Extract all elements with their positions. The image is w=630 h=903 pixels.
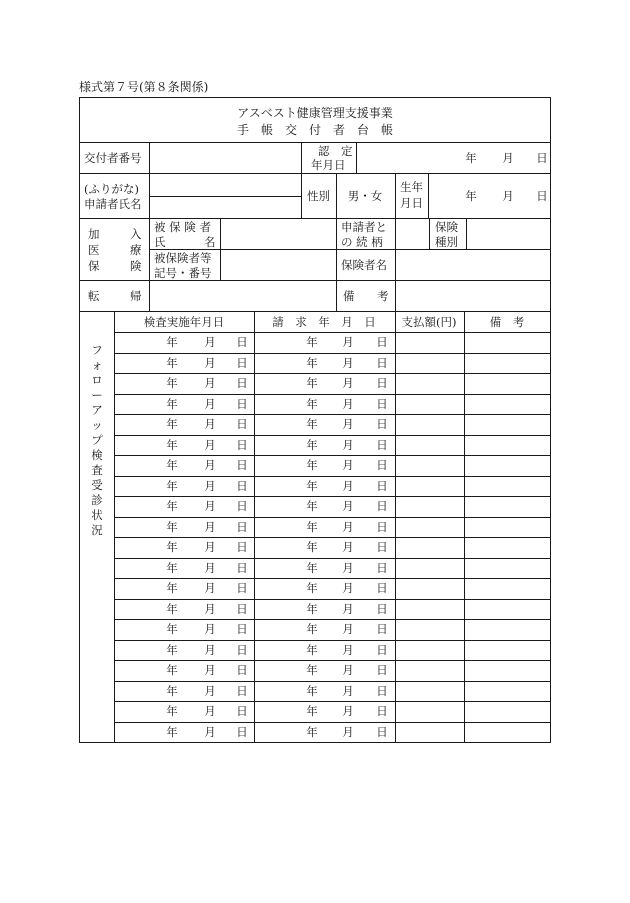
claim-day-unit: 日 [376, 417, 388, 431]
claim-year-unit: 年 [306, 581, 318, 595]
exam-month-unit: 月 [204, 683, 216, 698]
divider-relation-value [395, 218, 396, 249]
claim-day-unit: 日 [376, 335, 388, 349]
divider-insurer-name [395, 249, 396, 280]
exam-month-unit: 月 [204, 396, 216, 411]
exam-month-unit: 月 [204, 663, 216, 677]
followup-row [80, 455, 550, 475]
followup-row-rule [114, 435, 550, 436]
exam-day-unit: 日 [236, 458, 248, 472]
exam-year-unit: 年 [166, 724, 178, 739]
claim-year-unit: 年 [306, 704, 318, 718]
gender-options: 男・女 [347, 189, 383, 203]
insurance-group-label-3b: 険 [130, 259, 142, 273]
claim-month-unit: 月 [342, 478, 354, 493]
claim-month-unit: 月 [342, 704, 354, 718]
exam-year-unit: 年 [166, 601, 178, 616]
exam-month-unit: 月 [204, 601, 216, 616]
divider-issue-cert [301, 142, 302, 218]
claim-day-unit: 日 [376, 581, 388, 595]
followup-section-label: フ ォ ロ ー ア ッ プ 検 査 受 診 状 況 [91, 343, 103, 537]
followup-row-rule [114, 722, 550, 723]
transfer-label-b: 帰 [130, 289, 142, 303]
insured-person-label-2a: 氏 [154, 235, 166, 249]
exam-month-unit: 月 [204, 355, 216, 370]
exam-month-unit: 月 [204, 499, 216, 513]
exam-day-unit: 日 [236, 724, 248, 739]
asbestos-handbook-ledger-form [79, 97, 551, 743]
followup-row [80, 578, 550, 598]
claim-month-unit: 月 [342, 642, 354, 657]
divider-insured-label [220, 218, 221, 280]
followup-row [80, 476, 550, 496]
claim-year-unit: 年 [306, 601, 318, 616]
followup-row-rule [114, 537, 550, 538]
divider-transfer-remarks [395, 280, 396, 311]
followup-row [80, 681, 550, 701]
rule-below-insurance [80, 280, 550, 281]
claim-day-unit: 日 [376, 396, 388, 411]
furigana-label: (ふりがな) [84, 182, 139, 196]
exam-day-unit: 日 [236, 437, 248, 452]
claim-month-unit: 月 [342, 458, 354, 472]
exam-day-unit: 日 [236, 396, 248, 411]
claim-day-unit: 日 [376, 601, 388, 616]
followup-row [80, 619, 550, 639]
claim-day-unit: 日 [376, 540, 388, 554]
exam-year-unit: 年 [166, 335, 178, 349]
exam-day-unit: 日 [236, 376, 248, 390]
followup-row [80, 701, 550, 721]
exam-day-unit: 日 [236, 417, 248, 431]
form-title-line-1: アスベスト健康管理支援事業 [237, 106, 393, 120]
claim-day-unit: 日 [376, 724, 388, 739]
rule-furigana-divider [149, 196, 301, 197]
exam-day-unit: 日 [236, 683, 248, 698]
form-title-line-2: 手 帳 交 付 者 台 帳 [236, 123, 393, 137]
followup-row-rule [114, 373, 550, 374]
followup-row [80, 640, 550, 660]
exam-year-unit: 年 [166, 622, 178, 636]
birth-date-label-1: 生年 [400, 180, 423, 194]
exam-day-unit: 日 [236, 540, 248, 554]
insured-person-label-1: 被 保 険 者 [154, 220, 211, 234]
exam-year-unit: 年 [166, 458, 178, 472]
birth-year-unit: 年 [465, 189, 477, 203]
exam-month-unit: 月 [204, 458, 216, 472]
exam-month-unit: 月 [204, 478, 216, 493]
exam-day-unit: 日 [236, 560, 248, 575]
insured-symbol-label-1: 被保険者等 [154, 251, 212, 265]
claim-month-unit: 月 [342, 519, 354, 534]
claim-year-unit: 年 [306, 458, 318, 472]
followup-row-rule [114, 394, 550, 395]
exam-year-unit: 年 [166, 376, 178, 390]
insurance-group-label-2a: 医 [88, 243, 100, 257]
claim-year-unit: 年 [306, 376, 318, 390]
exam-day-unit: 日 [236, 663, 248, 677]
cert-year-unit: 年 [465, 151, 477, 165]
claim-day-unit: 日 [376, 458, 388, 472]
header-claim-date: 請 求 年 月 日 [272, 315, 376, 329]
claim-year-unit: 年 [306, 355, 318, 370]
claim-day-unit: 日 [376, 519, 388, 534]
claim-month-unit: 月 [342, 724, 354, 739]
exam-year-unit: 年 [166, 417, 178, 431]
claim-day-unit: 日 [376, 560, 388, 575]
claim-month-unit: 月 [342, 560, 354, 575]
exam-year-unit: 年 [166, 396, 178, 411]
exam-month-unit: 月 [204, 540, 216, 554]
exam-year-unit: 年 [166, 683, 178, 698]
form-number: 様式第７号(第８条関係) [79, 80, 209, 94]
exam-day-unit: 日 [236, 355, 248, 370]
rule-below-applicant-row [80, 218, 550, 219]
transfer-label-a: 転 [88, 289, 100, 303]
followup-row [80, 660, 550, 680]
claim-year-unit: 年 [306, 663, 318, 677]
claim-day-unit: 日 [376, 704, 388, 718]
exam-day-unit: 日 [236, 601, 248, 616]
divider-birth-date [428, 173, 429, 218]
exam-month-unit: 月 [204, 335, 216, 349]
followup-row-rule [114, 455, 550, 456]
claim-year-unit: 年 [306, 560, 318, 575]
claim-year-unit: 年 [306, 540, 318, 554]
claim-month-unit: 月 [342, 417, 354, 431]
claim-month-unit: 月 [342, 663, 354, 677]
applicant-name-label: 申請者氏名 [84, 197, 142, 211]
birth-month-unit: 月 [502, 189, 514, 203]
claim-year-unit: 年 [306, 396, 318, 411]
exam-year-unit: 年 [166, 540, 178, 554]
claim-year-unit: 年 [306, 724, 318, 739]
exam-month-unit: 月 [204, 560, 216, 575]
claim-month-unit: 月 [342, 396, 354, 411]
claim-month-unit: 月 [342, 683, 354, 698]
claim-year-unit: 年 [306, 642, 318, 657]
claim-year-unit: 年 [306, 519, 318, 534]
followup-row [80, 722, 550, 742]
followup-row-rule [114, 660, 550, 661]
exam-year-unit: 年 [166, 581, 178, 595]
exam-year-unit: 年 [166, 704, 178, 718]
followup-row-rule [114, 414, 550, 415]
claim-month-unit: 月 [342, 601, 354, 616]
rule-below-title [80, 142, 550, 143]
rule-below-issue-row [80, 173, 550, 174]
followup-row [80, 414, 550, 434]
claim-month-unit: 月 [342, 622, 354, 636]
divider-birth-label [395, 173, 396, 218]
insurance-group-label-1b: 入 [130, 227, 142, 241]
divider-insurance-type-value [466, 218, 467, 249]
claim-day-unit: 日 [376, 478, 388, 493]
followup-row [80, 496, 550, 516]
exam-day-unit: 日 [236, 581, 248, 595]
exam-day-unit: 日 [236, 335, 248, 349]
followup-row-rule [114, 599, 550, 600]
claim-year-unit: 年 [306, 683, 318, 698]
followup-row [80, 517, 550, 537]
divider-relation-label [336, 218, 337, 311]
relation-label-1: 申請者と [341, 220, 387, 234]
exam-day-unit: 日 [236, 642, 248, 657]
transfer-remarks-label-b: 考 [377, 289, 389, 303]
followup-row [80, 435, 550, 455]
claim-day-unit: 日 [376, 499, 388, 513]
rule-below-transfer [80, 311, 550, 312]
claim-year-unit: 年 [306, 478, 318, 493]
claim-day-unit: 日 [376, 642, 388, 657]
cert-day-unit: 日 [536, 151, 548, 165]
claim-month-unit: 月 [342, 437, 354, 452]
exam-month-unit: 月 [204, 519, 216, 534]
claim-month-unit: 月 [342, 355, 354, 370]
followup-row-rule [114, 476, 550, 477]
exam-day-unit: 日 [236, 622, 248, 636]
claim-year-unit: 年 [306, 417, 318, 431]
claim-day-unit: 日 [376, 663, 388, 677]
followup-row [80, 373, 550, 393]
insurance-type-label-2: 種別 [435, 235, 458, 249]
insurance-type-label-1: 保険 [435, 220, 458, 234]
exam-month-unit: 月 [204, 642, 216, 657]
followup-row [80, 353, 550, 373]
exam-day-unit: 日 [236, 478, 248, 493]
claim-month-unit: 月 [342, 335, 354, 349]
header-amount: 支払額(円) [401, 315, 457, 329]
followup-row [80, 394, 550, 414]
exam-day-unit: 日 [236, 499, 248, 513]
rule-insurance-middle [149, 249, 550, 250]
insured-person-label-2b: 名 [204, 235, 216, 249]
exam-month-unit: 月 [204, 417, 216, 431]
insurer-name-label: 保険者名 [341, 258, 387, 272]
followup-row [80, 558, 550, 578]
claim-day-unit: 日 [376, 355, 388, 370]
exam-year-unit: 年 [166, 560, 178, 575]
exam-year-unit: 年 [166, 663, 178, 677]
exam-year-unit: 年 [166, 519, 178, 534]
claim-day-unit: 日 [376, 376, 388, 390]
header-remarks: 備 考 [489, 315, 525, 329]
cert-month-unit: 月 [502, 151, 514, 165]
followup-row-rule [114, 619, 550, 620]
claim-year-unit: 年 [306, 335, 318, 349]
gender-label: 性別 [307, 189, 330, 203]
divider-gender-label [336, 173, 337, 218]
insurance-group-label-3a: 保 [88, 259, 100, 273]
transfer-remarks-label-a: 備 [343, 289, 355, 303]
exam-year-unit: 年 [166, 437, 178, 452]
claim-day-unit: 日 [376, 437, 388, 452]
label-column-divider [149, 142, 150, 311]
exam-year-unit: 年 [166, 642, 178, 657]
claim-year-unit: 年 [306, 622, 318, 636]
exam-month-unit: 月 [204, 376, 216, 390]
claim-month-unit: 月 [342, 499, 354, 513]
header-exam-date: 検査実施年月日 [143, 315, 225, 329]
claim-year-unit: 年 [306, 499, 318, 513]
insurance-group-label-2b: 療 [130, 243, 142, 257]
followup-row [80, 599, 550, 619]
certification-date-label-1: 認 定 [318, 144, 353, 158]
claim-day-unit: 日 [376, 622, 388, 636]
exam-day-unit: 日 [236, 704, 248, 718]
followup-row-rule [114, 640, 550, 641]
exam-year-unit: 年 [166, 355, 178, 370]
followup-row-rule [114, 578, 550, 579]
insurance-group-label-1a: 加 [88, 227, 100, 241]
birth-date-label-2: 月日 [400, 196, 423, 210]
claim-day-unit: 日 [376, 683, 388, 698]
exam-day-unit: 日 [236, 519, 248, 534]
followup-row-rule [114, 353, 550, 354]
exam-month-unit: 月 [204, 724, 216, 739]
exam-month-unit: 月 [204, 622, 216, 636]
claim-month-unit: 月 [342, 376, 354, 390]
followup-row-rule [114, 701, 550, 702]
divider-cert-date [356, 142, 357, 173]
issue-number-label: 交付者番号 [84, 151, 142, 165]
divider-insurance-type-label [429, 218, 430, 249]
exam-year-unit: 年 [166, 499, 178, 513]
followup-row-rule [114, 681, 550, 682]
followup-row [80, 332, 550, 352]
birth-day-unit: 日 [536, 189, 548, 203]
followup-row-rule [114, 558, 550, 559]
claim-month-unit: 月 [342, 581, 354, 595]
exam-month-unit: 月 [204, 581, 216, 595]
relation-label-2: の 続 柄 [341, 235, 383, 249]
exam-year-unit: 年 [166, 478, 178, 493]
certification-date-label-2: 年月日 [311, 158, 346, 172]
claim-year-unit: 年 [306, 437, 318, 452]
exam-month-unit: 月 [204, 704, 216, 718]
followup-row-rule [114, 496, 550, 497]
followup-row-rule [114, 517, 550, 518]
claim-month-unit: 月 [342, 540, 354, 554]
insured-symbol-label-2: 記号・番号 [154, 266, 212, 280]
followup-row [80, 537, 550, 557]
exam-month-unit: 月 [204, 437, 216, 452]
